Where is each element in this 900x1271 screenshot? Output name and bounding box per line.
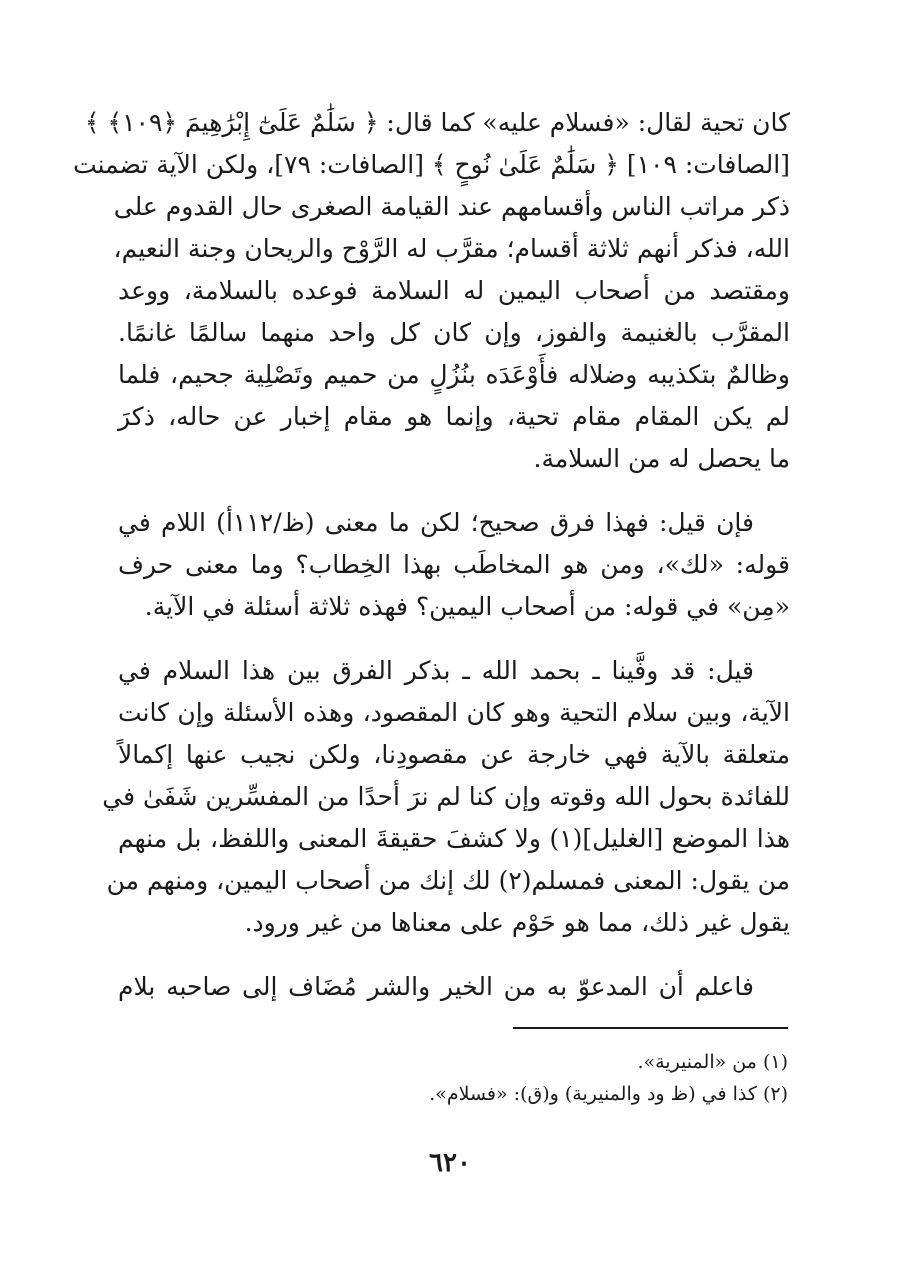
paragraph-gap — [118, 944, 790, 966]
text-line: قيل: قد وفَّينا ـ بحمد الله ـ بذكر الفرق بين هذا السلام في — [118, 656, 754, 685]
text-line: قوله: «لك»، ومن هو المخاطَب بهذا الخِطاب؟ وما معنى حرف — [118, 550, 790, 579]
footnotes — [118, 1046, 788, 1110]
footnote-separator — [513, 1027, 788, 1029]
page-number: ٦٢٠ — [429, 1148, 471, 1178]
text-line: ذكر مراتب الناس وأقسامهم عند القيامة الصغرى حال القدوم على — [113, 192, 790, 221]
text-line: متعلقة بالآية فهي خارجة عن مقصودِنا، ولكن نجيب عنها إكمالاً — [118, 740, 790, 769]
footnote-1: (١) من «المنيرية». — [637, 1051, 788, 1073]
text-line: الآية، وبين سلام التحية وهو كان المقصود، وهذه الأسئلة وإن كانت — [118, 698, 790, 727]
text-line: هذا الموضع [الغليل](١) ولا كشفَ حقيقةَ المعنى واللفظ، بل منهم — [118, 824, 791, 853]
paragraph-gap — [118, 628, 790, 650]
text-line: يقول غير ذلك، مما هو حَوْم على معناها من غير ورود. — [244, 908, 790, 937]
paragraph-4 — [118, 966, 790, 1008]
text-line: فإن قيل: فهذا فرق صحيح؛ لكن ما معنى (ظ/١١٢أ) اللام في — [118, 508, 754, 537]
text-line: ومقتصد من أصحاب اليمين له السلامة فوعده بالسلامة، ووعد — [118, 276, 790, 305]
text-line: ما يحصل له من السلامة. — [533, 444, 790, 473]
paragraph-gap — [118, 480, 790, 502]
main-text — [73, 102, 791, 1008]
text-line: المقرَّب بالغنيمة والفوز، وإن كان كل واحد منهما سالمًا غانمًا. — [118, 318, 790, 347]
text-line: من يقول: المعنى فمسلم(٢) لك إنك من أصحاب اليمين، ومنهم من — [106, 866, 790, 895]
text-line: فاعلم أن المدعوّ به من الخير والشر مُضَاف إلى صاحبه بلام — [118, 972, 754, 1001]
paragraph-2 — [118, 502, 790, 628]
text-line: كان تحية لقال: «فسلام عليه» كما قال: ﴿ سَلَٰمٌ عَلَىٰٓ إِبْرَٰهِيمَ ﴿١٠٩﴾ ﴾ — [84, 108, 790, 137]
text-line: وظالمٌ بتكذيبه وضلاله فأَوْعَدَه بنُزُلٍ من حميم وتَصْلِية جحيم، فلما — [118, 360, 790, 389]
paragraph-1 — [73, 102, 790, 480]
text-line: لم يكن المقام مقام تحية، وإنما هو مقام إخبار عن حاله، ذكرَ — [118, 402, 790, 431]
text-line: للفائدة بحول الله وقوته وإن كنا لم نرَ أحدًا من المفسِّرين شَفَىٰ في — [102, 782, 790, 811]
text-line: «مِن» في قوله: من أصحاب اليمين؟ فهذه ثلاثة أسئلة في الآية. — [144, 592, 790, 621]
paragraph-3 — [102, 650, 791, 944]
footnote-2: (٢) كذا في (ظ ود والمنيرية) و(ق): «فسلام». — [429, 1083, 788, 1105]
text-line: [الصافات: ١٠٩] ﴿ سَلَٰمٌ عَلَىٰ نُوحٍ ﴾ [الصافات: ٧٩]، ولكن الآية تضمنت — [73, 150, 790, 179]
text-line: الله، فذكر أنهم ثلاثة أقسام؛ مقرَّب له الرَّوْح والريحان وجنة النعيم، — [113, 234, 790, 263]
